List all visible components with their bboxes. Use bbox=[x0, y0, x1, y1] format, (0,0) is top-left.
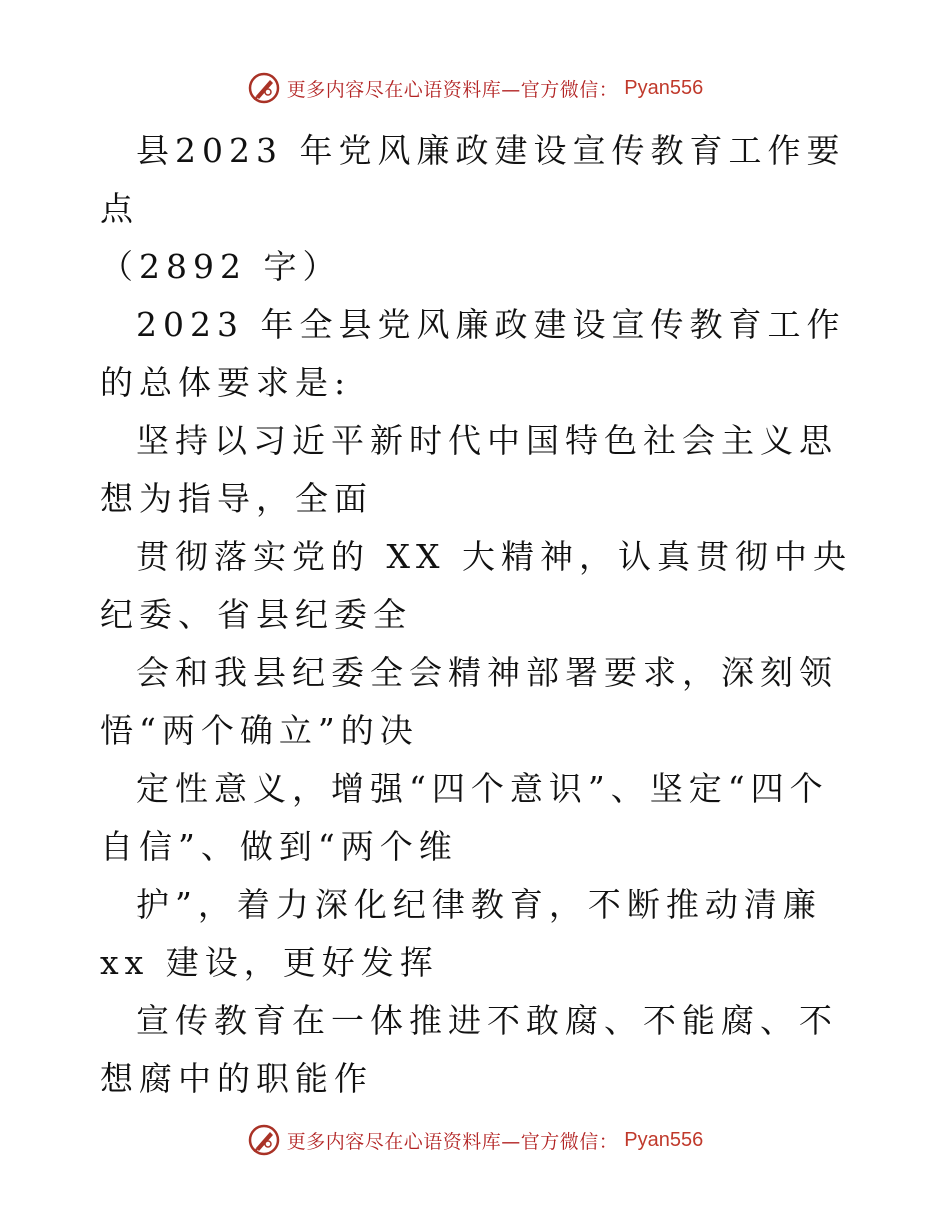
paragraph: 定性意义，增强“四个意识”、坚定“四个自信”、做到“两个维 bbox=[100, 769, 829, 866]
watermark-banner-top bbox=[0, 68, 950, 108]
pen-logo-icon bbox=[247, 1123, 281, 1157]
watermark-banner-bottom bbox=[0, 1120, 950, 1160]
paragraph: 坚持以习近平新时代中国特色社会主义思想为指导，全面 bbox=[100, 421, 838, 518]
document-title: 县2023 年党风廉政建设宣传教育工作要点 bbox=[100, 131, 846, 228]
watermark-wechat-id: Pyan556 bbox=[624, 1128, 704, 1151]
document-body bbox=[100, 122, 855, 1108]
paragraph: 贯彻落实党的 XX 大精神，认真贯彻中央纪委、省县纪委全 bbox=[100, 537, 852, 634]
watermark-text: 更多内容尽在心语资料库—官方微信： bbox=[286, 78, 619, 101]
pen-logo-icon bbox=[247, 71, 281, 105]
paragraph: 宣传教育在一体推进不敢腐、不能腐、不想腐中的职能作 bbox=[100, 1001, 838, 1098]
watermark-wechat-id: Pyan556 bbox=[624, 76, 704, 99]
paragraph: 2023 年全县党风廉政建设宣传教育工作的总体要求是: bbox=[100, 305, 846, 402]
paragraph: 会和我县纪委全会精神部署要求，深刻领悟“两个确立”的决 bbox=[100, 653, 838, 750]
watermark-text: 更多内容尽在心语资料库—官方微信： bbox=[286, 1130, 619, 1153]
word-count: （2892 字） bbox=[100, 247, 342, 286]
paragraph: 护”，着力深化纪律教育，不断推动清廉 xx 建设，更好发挥 bbox=[100, 885, 822, 982]
